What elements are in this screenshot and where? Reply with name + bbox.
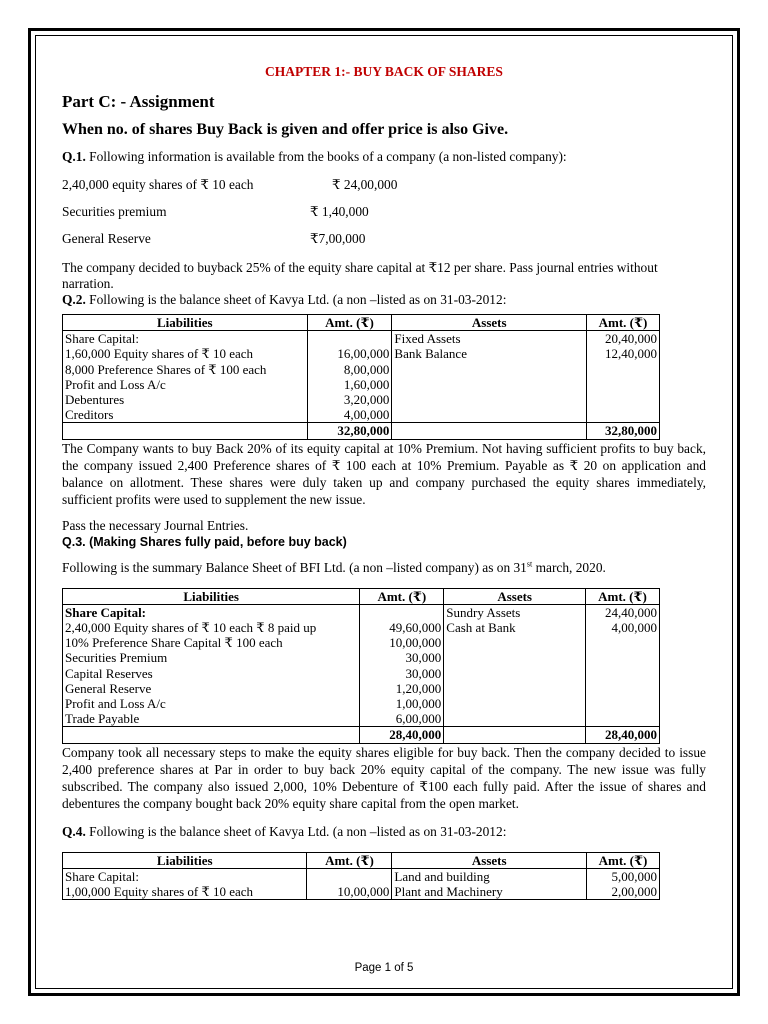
table-row <box>63 407 660 423</box>
cell-amount: 1,00,000 <box>360 696 444 711</box>
table-row <box>63 666 660 681</box>
cell-amount: 4,00,000 <box>307 407 392 423</box>
q3-intro-end: march, 2020. <box>532 559 606 575</box>
table-header-row <box>63 852 660 868</box>
cell-amount: 8,00,000 <box>307 362 392 377</box>
cell-liability: Share Capital: <box>63 868 307 884</box>
cell-amount <box>586 666 660 681</box>
table-row <box>63 650 660 665</box>
cell-amount: 3,20,000 <box>307 392 392 407</box>
table-row <box>63 620 660 635</box>
q1-intro-text: Following information is available from the books of a company (a non-listed company): <box>85 149 567 164</box>
page-number: Page 1 of 5 <box>354 962 414 974</box>
cell-liability: 10% Preference Share Capital ₹ 100 each <box>63 635 360 650</box>
table-row <box>63 604 660 620</box>
cell-amount: 30,000 <box>360 650 444 665</box>
q3-text: Company took all necessary steps to make the equity shares eligible for buy back. Then the company decided to issue 2,400 preference shares at Par in order to buy back 20% equity capital of the company. The new issue was fully subscribed. The company also issued 2,000, 10% Debenture of ₹100 each fully paid. After the issue of shares and debentures the company bought back 20% equity share capital from the open market. <box>62 744 706 811</box>
table-row <box>63 331 660 347</box>
table-row <box>63 711 660 727</box>
q4-intro <box>62 824 706 840</box>
cell-asset: Bank Balance <box>392 346 587 361</box>
header-amount: Amt. (₹) <box>307 315 392 331</box>
cell-amount: 4,00,000 <box>586 620 660 635</box>
table-header-row <box>63 315 660 331</box>
cell-amount <box>587 407 660 423</box>
table-row <box>63 696 660 711</box>
q1-info-row <box>62 198 706 225</box>
header-liabilities: Liabilities <box>63 315 308 331</box>
cell-asset <box>444 635 586 650</box>
cell-liability: Profit and Loss A/c <box>63 377 308 392</box>
total-liabilities: 28,40,000 <box>360 727 444 743</box>
cell-asset <box>392 362 587 377</box>
cell-liability: Trade Payable <box>63 711 360 727</box>
q1-info-value: ₹ 1,40,000 <box>310 203 369 219</box>
header-amount: Amt. (₹) <box>587 852 660 868</box>
q1-info-label: Securities premium <box>62 203 167 219</box>
q4-label: Q.4. <box>62 823 86 839</box>
header-amount: Amt. (₹) <box>587 315 660 331</box>
cell-liability: Capital Reserves <box>63 666 360 681</box>
q1-info-value: ₹ 24,00,000 <box>332 176 398 192</box>
cell-amount: 1,20,000 <box>360 681 444 696</box>
q1-info-list <box>62 171 706 252</box>
cell-liability: General Reserve <box>63 681 360 696</box>
document-body <box>62 64 706 900</box>
q2-intro <box>62 292 706 308</box>
chapter-title: CHAPTER 1:- BUY BACK OF SHARES <box>265 64 503 79</box>
cell-amount <box>586 696 660 711</box>
cell-asset <box>444 666 586 681</box>
q1-intro <box>62 149 706 165</box>
cell-asset: Plant and Machinery <box>392 884 587 900</box>
q1-info-label: General Reserve <box>62 230 151 246</box>
cell-liability: 8,000 Preference Shares of ₹ 100 each <box>63 362 308 377</box>
q1-info-value: ₹7,00,000 <box>310 230 366 246</box>
cell-amount <box>586 681 660 696</box>
cell-amount: 20,40,000 <box>587 331 660 347</box>
table-total-row <box>63 727 660 743</box>
cell-amount: 10,00,000 <box>307 884 392 900</box>
q3-balance-sheet <box>62 588 660 744</box>
cell-liability: Share Capital: <box>63 331 308 347</box>
cell-liability: 1,60,000 Equity shares of ₹ 10 each <box>63 346 308 361</box>
cell-asset: Cash at Bank <box>444 620 586 635</box>
cell-amount <box>586 711 660 727</box>
q4-intro-text: Following is the balance sheet of Kavya Ltd. (a non –listed as on 31-03-2012: <box>85 823 507 839</box>
cell-liability: Debentures <box>63 392 308 407</box>
cell-amount: 24,40,000 <box>586 604 660 620</box>
q1-info-row <box>62 225 706 252</box>
header-amount: Amt. (₹) <box>307 852 392 868</box>
cell-liability: Securities Premium <box>63 650 360 665</box>
cell-asset: Fixed Assets <box>392 331 587 347</box>
cell-asset: Sundry Assets <box>444 604 586 620</box>
q2-balance-sheet <box>62 314 660 440</box>
table-header-row <box>63 588 660 604</box>
table-row <box>63 884 660 900</box>
cell-asset <box>392 377 587 392</box>
cell-asset <box>444 696 586 711</box>
cell-amount: 30,000 <box>360 666 444 681</box>
q3-intro-sup: st <box>526 559 533 569</box>
cell-liability: Share Capital: <box>63 604 360 620</box>
total-assets: 28,40,000 <box>586 727 660 743</box>
cell-liability: Creditors <box>63 407 308 423</box>
cell-amount <box>587 377 660 392</box>
cell-amount <box>586 635 660 650</box>
q3-intro-text: Following is the summary Balance Sheet of BFI Ltd. (a non –listed company) as on 31 <box>62 559 527 575</box>
cell-liability: 2,40,000 Equity shares of ₹ 10 each ₹ 8 paid up <box>63 620 360 635</box>
q2-intro-text: Following is the balance sheet of Kavya Ltd. (a non –listed as on 31-03-2012: <box>85 292 507 307</box>
cell-liability: 1,00,000 Equity shares of ₹ 10 each <box>63 884 307 900</box>
cell-amount: 2,00,000 <box>587 884 660 900</box>
q2-label: Q.2. <box>62 292 86 307</box>
total-liabilities: 32,80,000 <box>307 423 392 439</box>
cell-amount: 16,00,000 <box>307 346 392 361</box>
table-row <box>63 392 660 407</box>
cell-amount <box>587 392 660 407</box>
table-row <box>63 868 660 884</box>
header-amount: Amt. (₹) <box>586 588 660 604</box>
cell-amount: 6,00,000 <box>360 711 444 727</box>
table-row <box>63 377 660 392</box>
header-liabilities: Liabilities <box>63 588 360 604</box>
header-amount: Amt. (₹) <box>360 588 444 604</box>
header-assets: Assets <box>444 588 586 604</box>
header-assets: Assets <box>392 852 587 868</box>
q1-label: Q.1. <box>62 149 86 164</box>
q1-info-row <box>62 171 706 198</box>
table-row <box>63 635 660 650</box>
cell-asset <box>392 392 587 407</box>
cell-liability: Profit and Loss A/c <box>63 696 360 711</box>
cell-amount <box>586 650 660 665</box>
cell-amount <box>307 868 392 884</box>
q2-text: The Company wants to buy Back 20% of its equity capital at 10% Premium. Not having sufficient profits to buy back, the company issued 2,400 Preference shares of ₹ 100 each at 10% Premium. Payable as ₹ 20 on application and balance on allotment. These shares were duly taken up and company purchased the equity shares immediately, sufficient profits were used to supplement the new issue. <box>62 440 706 507</box>
cell-asset <box>392 407 587 423</box>
cell-amount: 49,60,000 <box>360 620 444 635</box>
table-total-row <box>63 423 660 439</box>
cell-asset <box>444 650 586 665</box>
header-assets: Assets <box>392 315 587 331</box>
cell-amount <box>307 331 392 347</box>
cell-amount: 10,00,000 <box>360 635 444 650</box>
cell-amount: 5,00,000 <box>587 868 660 884</box>
cell-amount <box>360 604 444 620</box>
table-row <box>63 681 660 696</box>
cell-amount <box>587 362 660 377</box>
q1-text: The company decided to buyback 25% of the equity share capital at ₹12 per share. Pass journal entries without narration. <box>62 260 658 291</box>
q2-instruction: Pass the necessary Journal Entries. <box>62 517 249 533</box>
q3-heading: Q.3. (Making Shares fully paid, before buy back) <box>62 534 347 549</box>
cell-amount: 12,40,000 <box>587 346 660 361</box>
section-title: When no. of shares Buy Back is given and offer price is also Give. <box>62 121 509 138</box>
q3-intro <box>62 560 706 576</box>
table-row <box>63 362 660 377</box>
cell-asset: Land and building <box>392 868 587 884</box>
cell-asset <box>444 711 586 727</box>
total-assets: 32,80,000 <box>587 423 660 439</box>
q1-info-label: 2,40,000 equity shares of ₹ 10 each <box>62 176 254 192</box>
part-title: Part C: - Assignment <box>62 92 215 111</box>
q4-balance-sheet <box>62 852 660 901</box>
cell-amount: 1,60,000 <box>307 377 392 392</box>
table-row <box>63 346 660 361</box>
cell-asset <box>444 681 586 696</box>
header-liabilities: Liabilities <box>63 852 307 868</box>
